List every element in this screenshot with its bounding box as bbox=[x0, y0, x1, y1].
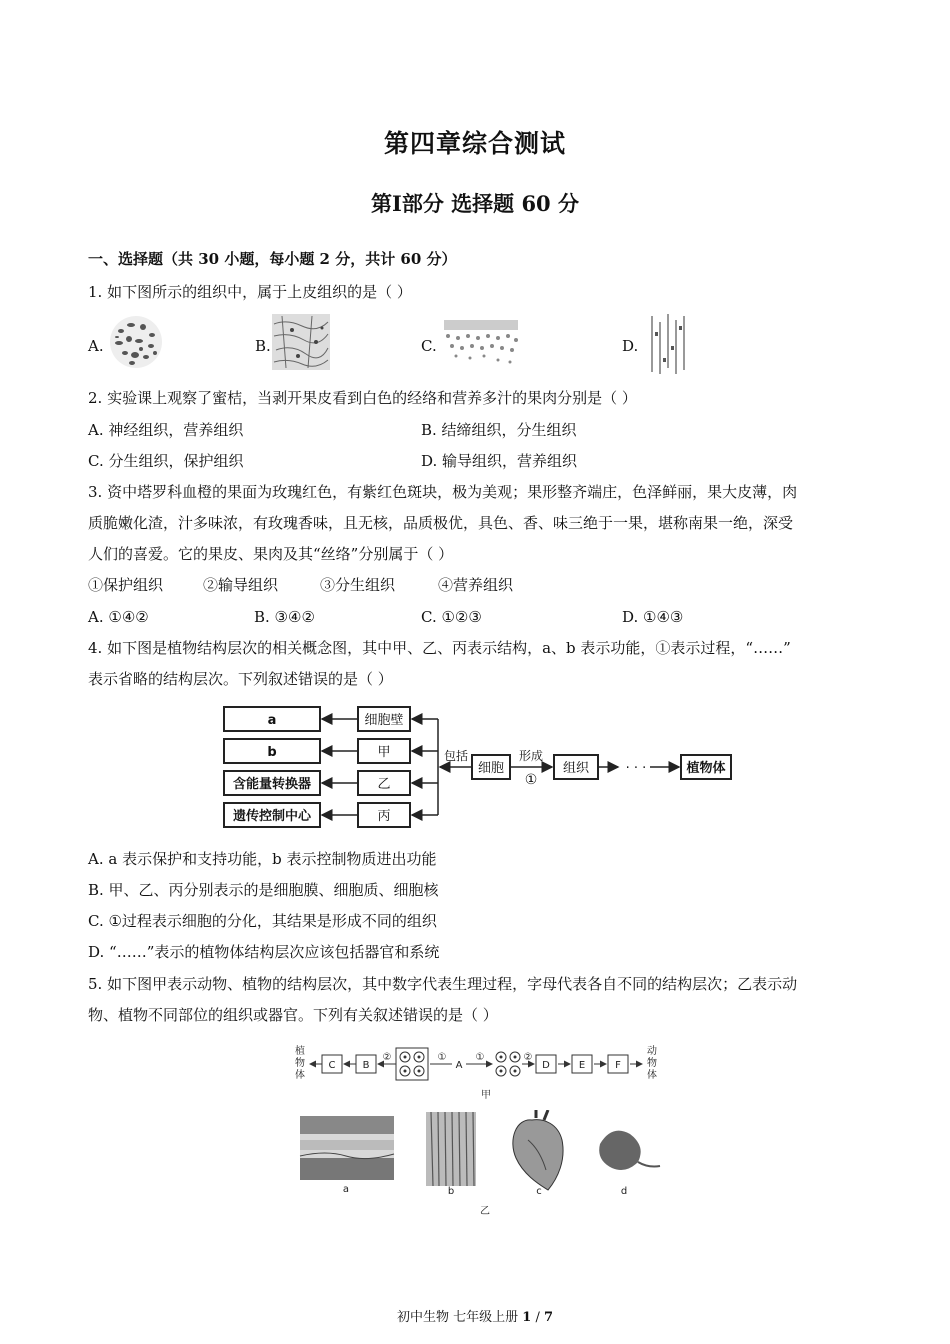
q1-option-b-image bbox=[272, 314, 330, 374]
q5-center-a: A bbox=[455, 1060, 463, 1071]
q5-plant-label-3: 体 bbox=[295, 1070, 305, 1081]
q4-option-b: B. 甲、乙、丙分别表示的是细胞膜、细胞质、细胞核 bbox=[88, 881, 439, 899]
q4-box-control: 遗传控制中心 bbox=[232, 809, 312, 824]
q5-hierarchy-diagram bbox=[290, 1040, 670, 1108]
q1-option-c-label: C. bbox=[421, 337, 437, 355]
q5-caption-yi: 乙 bbox=[480, 1206, 490, 1217]
q5-box-c: C bbox=[328, 1060, 336, 1071]
question-2-stem: 2. 实验课上观察了蜜桔，当剥开果皮看到白色的经络和营养多汁的果肉分别是（ ） bbox=[88, 389, 637, 407]
q4-concept-diagram bbox=[218, 700, 738, 836]
q1-option-a-label: A. bbox=[88, 337, 104, 355]
q5-animal-label-1: 动 bbox=[647, 1046, 657, 1057]
question-3-stem-line-3: 人们的喜爱。它的果皮、果肉及其“丝络”分别属于（ ） bbox=[88, 545, 454, 563]
q4-box-energy: 含能量转换器 bbox=[232, 777, 312, 792]
q3-item-3: ③分生组织 bbox=[320, 576, 396, 594]
footer-page-number: 1 bbox=[522, 1310, 532, 1325]
q4-dots: · · · bbox=[625, 761, 647, 776]
q3-option-c: C. ①②③ bbox=[421, 608, 482, 626]
q4-option-a: A. a 表示保护和支持功能，b 表示控制物质进出功能 bbox=[88, 850, 437, 868]
q5-photo-label-a: a bbox=[342, 1184, 350, 1195]
q3-item-2: ②输导组织 bbox=[203, 576, 279, 594]
footer-page-total: 7 bbox=[543, 1310, 554, 1325]
q4-box-cell-wall: 细胞壁 bbox=[364, 713, 404, 728]
q1-option-d-label: D. bbox=[622, 337, 639, 355]
section-heading: 一、选择题（共 30 小题，每小题 2 分，共计 60 分） bbox=[88, 250, 457, 268]
question-3-stem-line-2: 质脆嫩化渣，汁多味浓，有玫瑰香味，且无核，品质极优，具色、香、味三绝于一果，堪称南果一绝，深受 bbox=[88, 514, 794, 532]
q4-option-c: C. ①过程表示细胞的分化，其结果是形成不同的组织 bbox=[88, 912, 437, 930]
q5-step-1-left: ① bbox=[437, 1052, 447, 1063]
page-title: 第四章综合测试 bbox=[383, 129, 566, 158]
q3-option-a: A. ①④② bbox=[88, 608, 149, 626]
q2-option-c: C. 分生组织，保护组织 bbox=[88, 452, 244, 470]
q4-step-label: ① bbox=[524, 772, 538, 788]
footer-course: 初中生物 七年级上册 bbox=[396, 1310, 519, 1325]
question-4-stem-line-1: 4. 如下图是植物结构层次的相关概念图，其中甲、乙、丙表示结构，a、b 表示功能，①表示过程，“……” bbox=[88, 639, 791, 657]
q5-photo-label-c: c bbox=[536, 1186, 542, 1197]
q3-item-1: ①保护组织 bbox=[88, 576, 164, 594]
q5-step-1-right: ① bbox=[475, 1052, 485, 1063]
q5-box-b: B bbox=[362, 1060, 370, 1071]
q1-option-a-image bbox=[107, 313, 165, 375]
q4-box-b: b bbox=[267, 745, 277, 760]
q4-option-d: D. “……”表示的植物体结构层次应该包括器官和系统 bbox=[88, 943, 440, 961]
q5-animal-label-3: 体 bbox=[647, 1070, 657, 1081]
q5-box-e: E bbox=[578, 1060, 586, 1071]
question-1-stem: 1. 如下图所示的组织中，属于上皮组织的是（ ） bbox=[88, 283, 412, 301]
q1-option-d-image bbox=[646, 312, 690, 380]
q4-box-yi: 乙 bbox=[377, 777, 391, 792]
q5-caption-jia: 甲 bbox=[481, 1090, 491, 1101]
q2-option-d: D. 输导组织，营养组织 bbox=[421, 452, 578, 470]
question-5-stem-line-2: 物、植物不同部位的组织或器官。下列有关叙述错误的是（ ） bbox=[88, 1006, 498, 1024]
q2-option-a: A. 神经组织，营养组织 bbox=[88, 421, 244, 439]
q4-include-label: 包括 bbox=[443, 749, 469, 763]
q3-item-4: ④营养组织 bbox=[438, 576, 514, 594]
q3-option-b: B. ③④② bbox=[254, 608, 315, 626]
q5-plant-label-1: 植 bbox=[295, 1046, 305, 1057]
q5-box-d: D bbox=[542, 1060, 550, 1071]
q4-box-bing: 丙 bbox=[377, 809, 391, 824]
part-subtitle: 第Ⅰ部分 选择题 60 分 bbox=[371, 191, 579, 216]
q4-box-cell: 细胞 bbox=[477, 761, 505, 776]
q5-box-f: F bbox=[615, 1060, 621, 1071]
q5-plant-label-2: 物 bbox=[295, 1058, 305, 1069]
q2-option-b: B. 结缔组织，分生组织 bbox=[421, 421, 577, 439]
q1-option-c-image bbox=[440, 316, 522, 372]
q4-box-a: a bbox=[267, 713, 277, 728]
q5-photos bbox=[296, 1110, 666, 1224]
question-4-stem-line-2: 表示省略的结构层次。下列叙述错误的是（ ） bbox=[88, 670, 393, 688]
footer-separator: / bbox=[531, 1310, 544, 1325]
q4-form-label: 形成 bbox=[518, 749, 544, 763]
q4-box-tissue: 组织 bbox=[562, 761, 590, 776]
q1-option-b-label: B. bbox=[255, 337, 271, 355]
page-footer bbox=[0, 1306, 950, 1325]
question-5-stem-line-1: 5. 如下图甲表示动物、植物的结构层次，其中数字代表生理过程，字母代表各自不同的结构层次；乙表示动 bbox=[88, 975, 798, 993]
question-3-stem-line-1: 3. 资中塔罗科血橙的果面为玫瑰红色，有紫红色斑块，极为美观；果形整齐端庄，色泽鲜丽，果大皮薄，肉 bbox=[88, 483, 798, 501]
q3-option-d: D. ①④③ bbox=[622, 608, 684, 626]
q5-animal-label-2: 物 bbox=[647, 1058, 657, 1069]
q5-step-2-right: ② bbox=[523, 1052, 533, 1063]
q5-step-2-left: ② bbox=[382, 1052, 392, 1063]
q4-box-jia: 甲 bbox=[377, 745, 391, 760]
q5-photo-label-b: b bbox=[447, 1186, 455, 1197]
q4-box-plant: 植物体 bbox=[686, 761, 726, 776]
q5-photo-label-d: d bbox=[620, 1186, 628, 1197]
